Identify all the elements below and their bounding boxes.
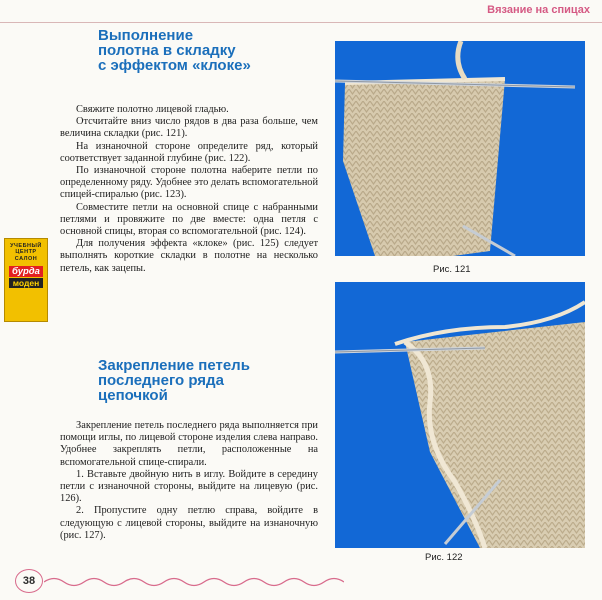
title-line: цепочкой [98,387,168,404]
paragraph: На изнаночной стороне определите ряд, который соответствует заданной глубине (рис. 122). [60,140,318,164]
section-title-pleat [98,28,251,73]
knit-fabric-image [335,282,585,548]
header-section-title: Вязание на спицах [487,4,590,16]
title-line: с эффектом «клоке» [98,57,251,74]
page-number: 38 [15,569,43,593]
logo-brand-bottom: моден [9,278,43,288]
decorative-wave-line [44,575,344,589]
paragraph: Отсчитайте вниз число рядов в два раза больше, чем величина складки (рис. 121). [60,116,318,140]
title-line: полотна в складку [98,42,236,59]
knitting-photo-fig122 [335,282,585,548]
brand-logo [4,238,48,322]
page-header [0,0,602,23]
paragraph: Совместите петли на основной спице с набранными петлями и провяжите по две вместе: одна петля с основной спицы, вторая со вспомогательной (рис. 124). [60,201,318,238]
section-body-pleat [60,104,318,275]
paragraph: По изнаночной стороне полотна наберите петли по определенному ряду. Удобнее это делать вспомогательной спицей-спиралью (рис. 123). [60,165,319,201]
figure-caption: Рис. 121 [433,264,471,275]
title-line: Закрепление петель [98,357,250,374]
figure-caption: Рис. 122 [425,552,463,563]
knitting-photo-fig121 [335,41,585,256]
logo-caption: УЧЕБНЫЙ ЦЕНТР САЛОН [10,243,42,262]
knit-fabric-image [335,41,585,256]
paragraph: Для получения эффекта «клоке» (рис. 125) следует выполнять короткие складки в полотне на несколько петель, как зацепы. [60,238,318,274]
title-line: последнего ряда [98,372,224,389]
title-line: Выполнение [98,27,194,44]
paragraph: 2. Пропустите одну петлю справа, войдите в следующую с лицевой стороны, выйдите на изнаночную (рис. 127). [60,505,318,541]
paragraph: 1. Вставьте двойную нить в иглу. Войдите в середину петли с изнаночной стороны, выйдите на лицевую (рис. 126). [60,468,318,505]
paragraph: Свяжите полотно лицевой гладью. [76,104,229,115]
section-title-chain-bindoff [98,358,250,403]
paragraph: Закрепление петель последнего ряда выполняется при помощи иглы, по лицевой стороне изделия слева направо. Удобнее закреплять петли, расположенные на вспомогательной спице-спирали. [60,420,318,468]
logo-brand-top: бурда [9,266,43,277]
section-body-chain-bindoff [60,420,318,542]
